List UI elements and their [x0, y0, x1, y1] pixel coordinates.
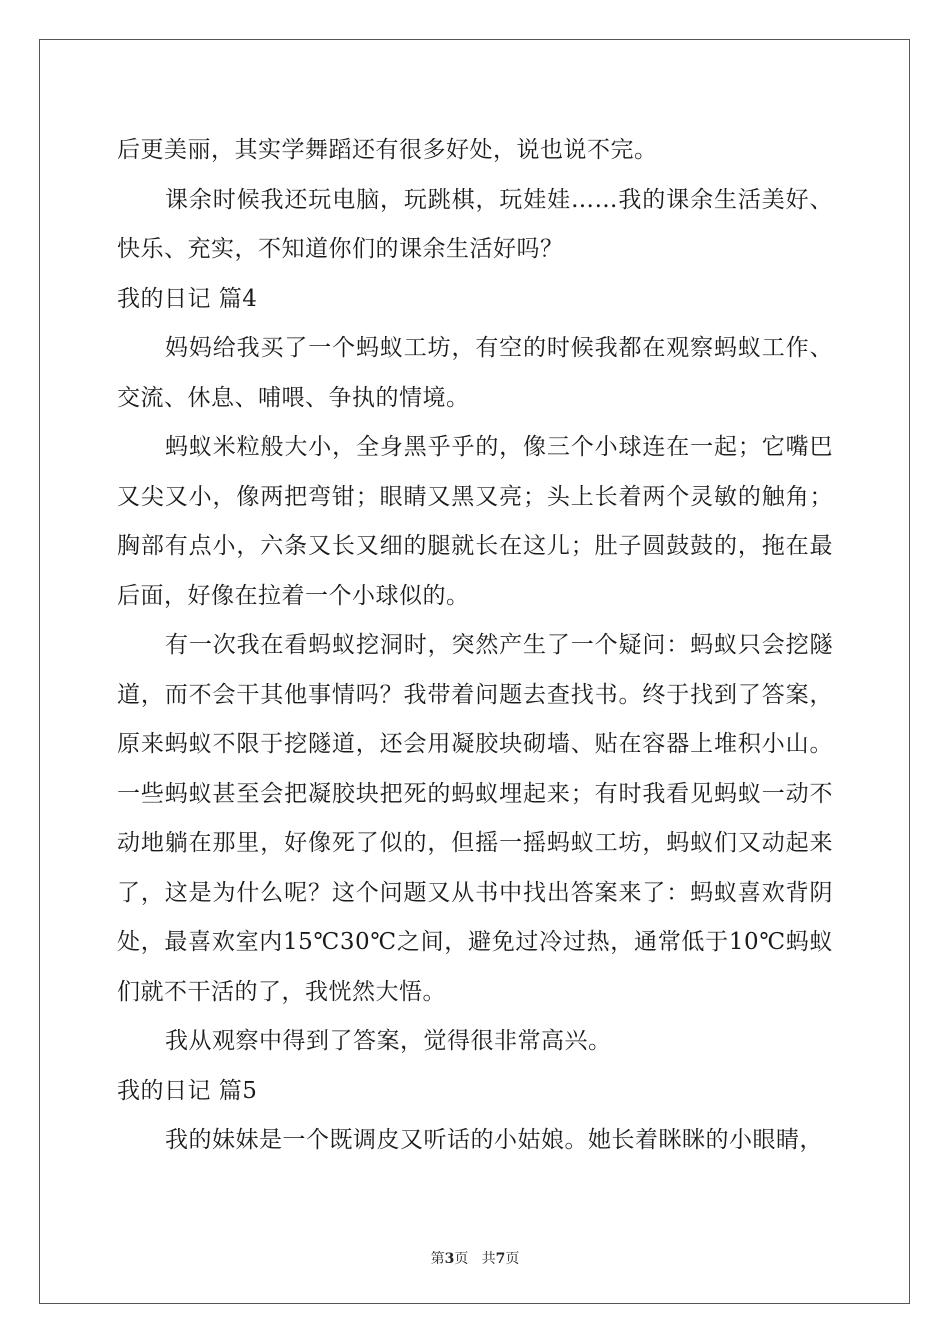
paragraph: 有一次我在看蚂蚁挖洞时，突然产生了一个疑问：蚂蚁只会挖隧道，而不会干其他事情吗？我带着问题去查找书。终于找到了答案，原来蚂蚁不限于挖隧道，还会用凝胶块砌墙、贴在容器上堆积小山。一些蚂蚁甚至会把凝胶块把死的蚂蚁埋起来；有时我看见蚂蚁一动不动地躺在那里，好像死了似的，但摇一摇蚂蚁工坊，蚂蚁们又动起来了，这是为什么呢？这个问题又从书中找出答案来了：蚂蚁喜欢背阴处，最喜欢室内15℃30℃之间，避免过冷过热，通常低于10℃蚂蚁们就不干活的了，我恍然大悟。: [117, 632, 833, 1005]
page-footer: [0, 1248, 950, 1268]
footer-prefix: 第: [430, 1251, 445, 1267]
footer-page-suffix: 页: [454, 1251, 469, 1267]
footer-total-suffix: 页: [505, 1251, 520, 1267]
section-heading: 我的日记 篇5: [117, 1077, 258, 1104]
footer-total-pages: 7: [495, 1251, 506, 1267]
paragraph: 课余时候我还玩电脑，玩跳棋，玩娃娃……我的课余生活美好、快乐、充实，不知道你们的课余生活好吗？: [117, 186, 833, 262]
section-heading: 我的日记 篇4: [117, 285, 258, 312]
paragraph: 我从观察中得到了答案，觉得很非常高兴。: [165, 1028, 612, 1054]
paragraph: 妈妈给我买了一个蚂蚁工坊，有空的时候我都在观察蚂蚁工作、交流、休息、哺喂、争执的情境。: [117, 335, 833, 411]
footer-page-number: 3: [444, 1251, 455, 1267]
paragraph: 后更美丽，其实学舞蹈还有很多好处，说也说不完。: [117, 137, 658, 163]
document-body: [117, 126, 833, 1166]
paragraph: 蚂蚁米粒般大小，全身黑乎乎的，像三个小球连在一起；它嘴巴又尖又小，像两把弯钳；眼睛又黑又亮；头上长着两个灵敏的触角；胸部有点小，六条又长又细的腿就长在这儿；肚子圆鼓鼓的，拖在最后面，好像在拉着一个小球似的。: [117, 434, 833, 609]
footer-total-prefix: 共: [481, 1251, 496, 1267]
paragraph: 我的妹妹是一个既调皮又听话的小姑娘。她长着眯眯的小眼睛，: [165, 1127, 823, 1153]
